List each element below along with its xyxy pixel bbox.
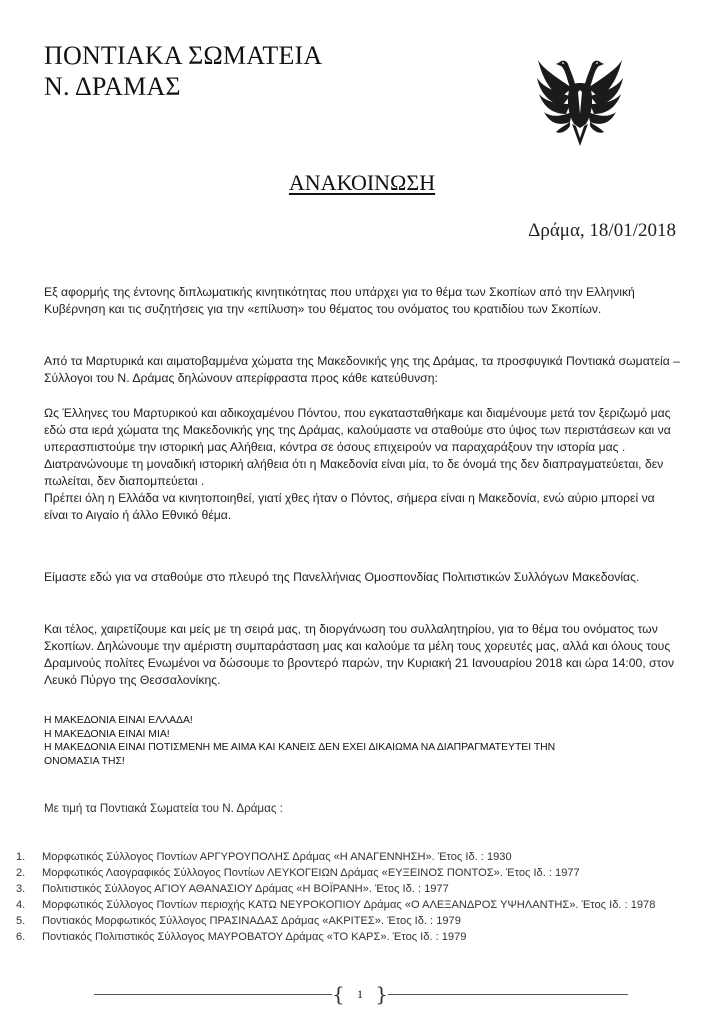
double-headed-eagle-icon [536,48,624,148]
paragraph-text: Εξ αφορμής της έντονης διπλωματικής κινητικότητας που υπάρχει για το θέμα των Σκοπίων από την Ελληνική Κυβέρνηση και τις συζητήσεις για την «επίλυση» του θέματος του ονόματος του κρατιδίου των Σκοπίων. [44,285,635,316]
item-number: 4. [16,899,26,911]
paragraph-text: Και τέλος, χαιρετίζουμε και μείς με τη σειρά μας, τη διοργάνωση του συλλαλητηρίου, για το θέμα του ονόματος των Σκοπίων. Δηλώνουμε την αμέριστη συμπαράσταση μας και καλούμε τα μέλη τους χορευτές μας, αλλά και όλους τους Δραμινούς πολίτες Ενωμένοι να δώσουμε το βροντερό παρών, την Κυριακή 21 Ιανουαρίου 2018 και ώρα 14:00, στον Λευκό Πύργο της Θεσσαλονίκης. [44,622,675,687]
paragraph-2 [44,353,680,387]
list-item [16,881,706,897]
list-item [16,865,706,881]
paragraph-3 [44,405,680,524]
announcement-title: ΑΝΑΚΟΙΝΩΣΗ [288,170,436,195]
item-text: Μορφωτικός Σύλλογος Ποντίων ΑΡΓΥΡΟΥΠΟΛΗΣ Δράμας «Η ΑΝΑΓΕΝΝΗΣΗ». Έτος Ιδ. : 1930 [42,851,512,863]
item-text: Ποντιακός Πολιτιστικός Σύλλογος ΜΑΥΡΟΒΑΤΟΥ Δράμας «ΤΟ ΚΑΡΣ». Έτος Ιδ. : 1979 [42,931,467,943]
slogan-line: Η ΜΑΚΕΔΟΝΙΑ ΕΙΝΑΙ ΕΛΛΑΔΑ! [44,715,193,726]
org-name-line-1: ΠΟΝΤΙΑΚΑ ΣΩΜΑΤΕΙΑ [44,41,323,70]
paragraph-text: Είμαστε εδώ για να σταθούμε στο πλευρό της Πανελλήνιας Ομοσπονδίας Πολιτιστικών Συλλόγων Μακεδονίας. [44,570,640,584]
item-number: 5. [16,915,26,927]
paragraph-4 [44,569,680,586]
list-item [16,913,706,929]
list-item [16,849,706,865]
slogans [44,714,684,768]
page-number: 1 [357,986,363,1001]
item-text: Μορφωτικός Λαογραφικός Σύλλογος Ποντίων ΛΕΥΚΟΓΕΙΩΝ Δράμας «ΕΥΞΕΙΝΟΣ ΠΟΝΤΟΣ». Έτος Ιδ. : 1977 [42,867,580,879]
signoff: Με τιμή τα Ποντιακά Σωματεία του Ν. Δράμας : [44,802,283,815]
slogan-line: Η ΜΑΚΕΔΟΝΙΑ ΕΙΝΑΙ ΠΟΤΙΣΜΕΝΗ ΜΕ ΑΙΜΑ ΚΑΙ ΚΑΝΕΙΣ ΔΕΝ ΕΧΕΙ ΔΙΚΑΙΩΜΑ ΝΑ ΔΙΑΠΡΑΓΜΑΤΕΥΤΕΙ ΤΗΝ [44,742,556,754]
list-item [16,929,706,945]
item-number: 1. [16,851,26,863]
item-text: Ποντιακός Μορφωτικός Σύλλογος ΠΡΑΣΙΝΑΔΑΣ Δράμας «ΑΚΡΙΤΕΣ». Έτος Ιδ. : 1979 [42,915,461,927]
right-brace-icon: } [375,982,388,1006]
item-number: 6. [16,931,26,943]
item-text: Πολιτιστικός Σύλλογος ΑΓΙΟΥ ΑΘΑΝΑΣΙΟΥ Δράμας «Η ΒΟΪΡΑΝΗ». Έτος Ιδ. : 1977 [42,883,449,895]
paragraph-text: Ως Έλληνες του Μαρτυρικού και αδικοχαμένου Πόντου, που εγκατασταθήκαμε και διαμένουμε μετά τον ξεριζωμό μας εδώ στα ιερά χώματα της Μακεδονικής γης της Δράμας, καλούμαστε να σταθούμε στο ύψος των περιστάσεων και να υπερασπιστούμε την ιστορική μας Αλήθεια, κόντρα σε όσους επιχειρούν να παραχαράξουν την ιστορία μας . [44,406,671,454]
list-item [16,897,706,913]
document-date: Δράμα, 18/01/2018 [528,220,676,241]
paragraph-text: Πρέπει όλη η Ελλάδα να κινητοποιηθεί, γιατί χθες ήταν ο Πόντος, σήμερα είναι η Μακεδονία, ενώ αύριο μπορεί να είναι το Αιγαίο ή άλλο Εθνικό θέμα. [44,491,655,522]
item-number: 2. [16,867,26,879]
item-number: 3. [16,883,26,895]
left-brace-icon: { [332,982,345,1006]
slogan-line: ΟΝΟΜΑΣΙΑ ΤΗΣ! [44,755,125,767]
slogan-line: Η ΜΑΚΕΔΟΝΙΑ ΕΙΝΑΙ ΜΙΑ! [44,728,170,740]
page-number-box [332,983,388,1005]
paragraph-5 [44,621,680,689]
paragraph-text: Διατρανώνουμε τη μοναδική ιστορική αλήθεια ότι η Μακεδονία είναι μία, το δε όνομά της δεν διαπραγματεύεται, δεν πωλείται, δεν διαπομπεύεται . [44,457,664,488]
paragraph-text: Από τα Μαρτυρικά και αιματοβαμμένα χώματα της Μακεδονικής γης της Δράμας, τα προσφυγικά Ποντιακά σωματεία – Σύλλογοι του Ν. Δράμας δηλώνουν απερίφραστα προς κάθε κατεύθυνση: [44,354,680,385]
associations-list [16,849,706,945]
organization-name [44,40,322,102]
item-text: Μορφωτικός Σύλλογος Ποντίων περιοχής ΚΑΤΩ ΝΕΥΡΟΚΟΠΙΟΥ Δράμας «Ο ΑΛΕΞΑΝΔΡΟΣ ΥΨΗΛΑΝΤΗΣ». Έτος Ιδ. : 1978 [42,899,656,911]
paragraph-1 [44,284,680,318]
org-name-line-2: Ν. ΔΡΑΜΑΣ [44,72,181,101]
